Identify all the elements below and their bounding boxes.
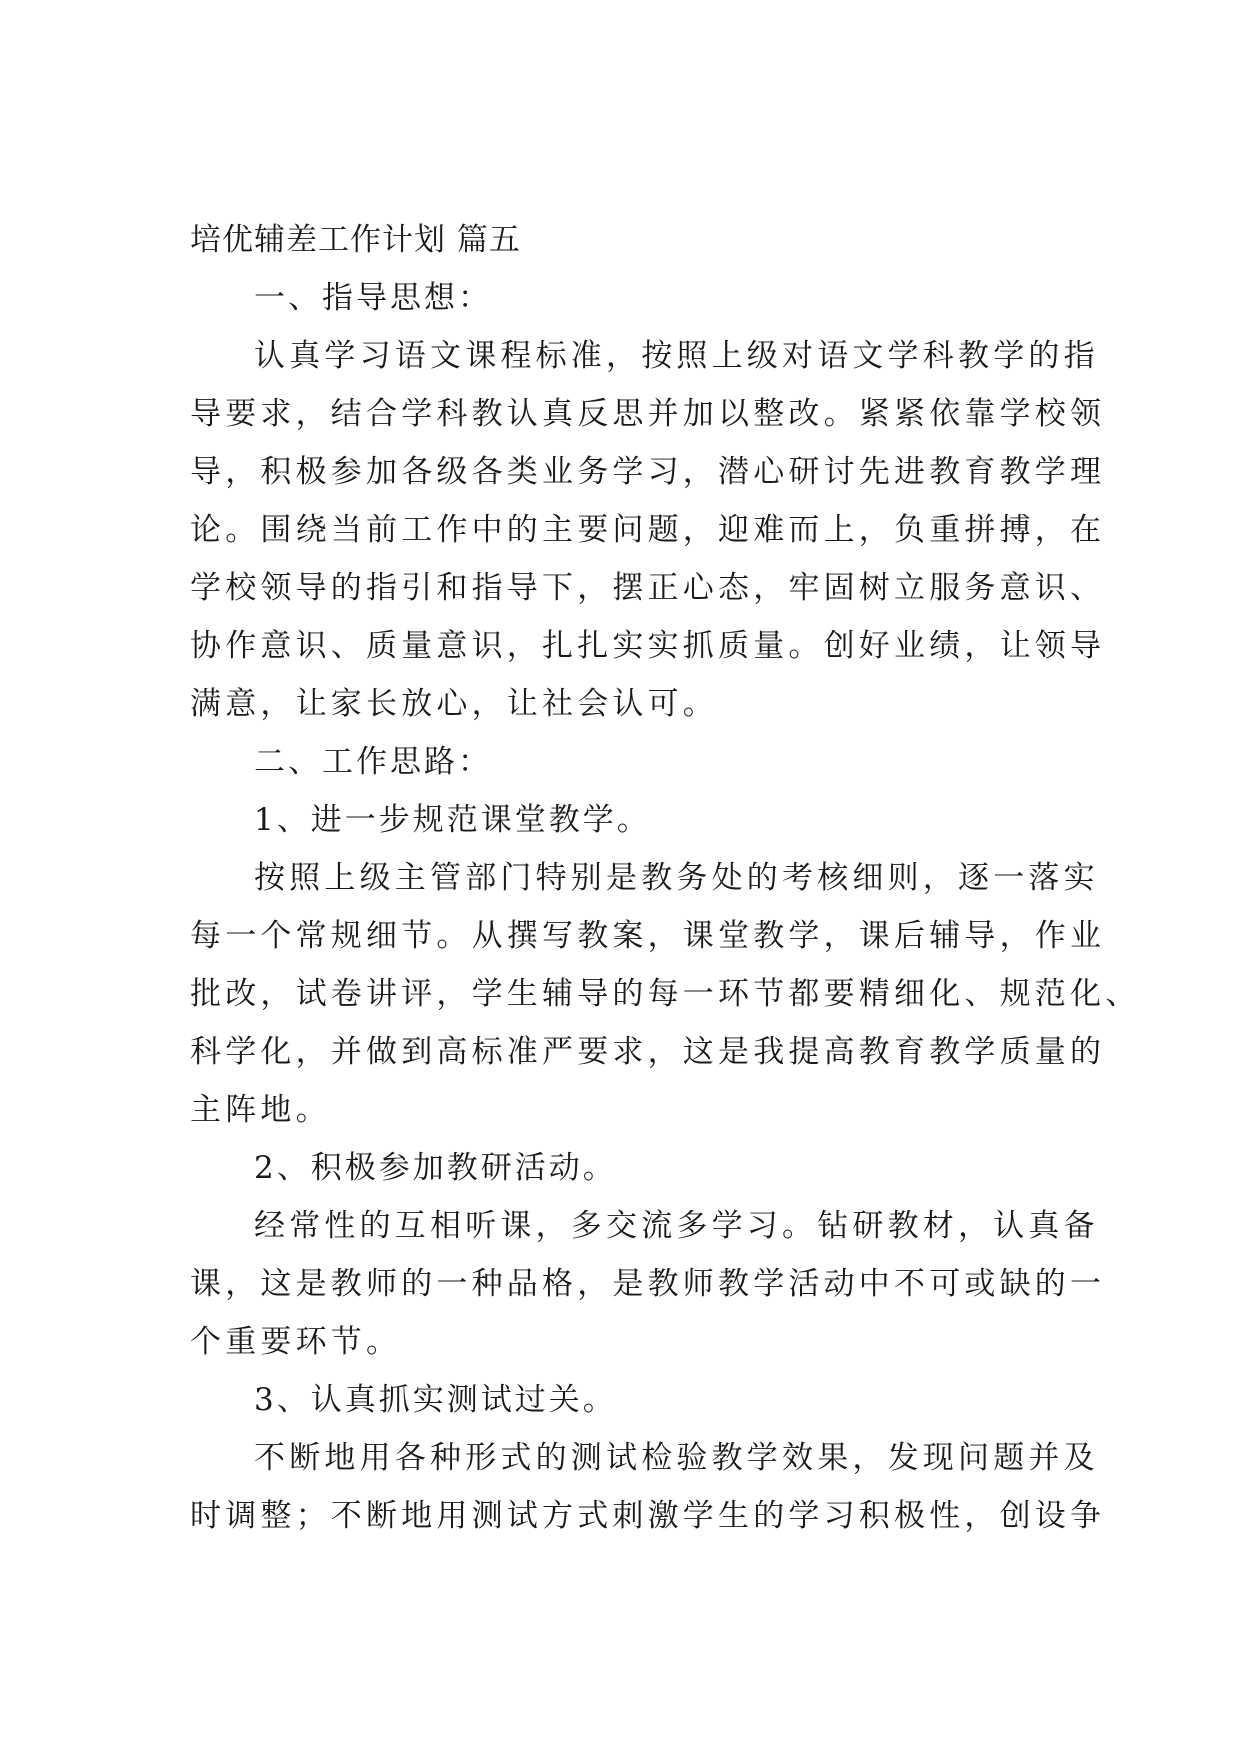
subsection-heading: 1、进一步规范课堂教学。 [254,802,651,838]
paragraph-line: 按照上级主管部门特别是教务处的考核细则，逐一落实 [254,860,1099,896]
subsection-heading: 2、积极参加教研活动。 [254,1150,617,1186]
paragraph-line: 每一个常规细节。从撰写教案，课堂教学，课后辅导，作业 [190,918,1106,954]
document-title: 培优辅差工作计划 篇五 [190,222,521,258]
paragraph-line: 时调整；不断地用测试方式刺激学生的学习积极性，创设争 [190,1498,1106,1534]
paragraph-line: 学校领导的指引和指导下，摆正心态，牢固树立服务意识、 [190,570,1106,606]
paragraph-line: 科学化，并做到高标准严要求，这是我提高教育教学质量的 [190,1034,1106,1070]
subsection-heading: 3、认真抓实测试过关。 [254,1382,617,1418]
paragraph-line: 课，这是教师的一种品格，是教师教学活动中不可或缺的一 [190,1266,1106,1302]
document-body [190,220,1141,1554]
paragraph-line: 协作意识、质量意识，扎扎实实抓质量。创好业绩，让领导 [190,628,1106,664]
paragraph-line: 导要求，结合学科教认真反思并加以整改。紧紧依靠学校领 [190,396,1106,432]
paragraph-line: 论。围绕当前工作中的主要问题，迎难而上，负重拼搏，在 [190,512,1106,548]
paragraph-line: 主阵地。 [190,1092,331,1128]
paragraph-line: 经常性的互相听课，多交流多学习。钻研教材，认真备 [254,1208,1099,1244]
paragraph-line: 不断地用各种形式的测试检验教学效果，发现问题并及 [254,1440,1099,1476]
paragraph-line: 满意，让家长放心，让社会认可。 [190,686,718,722]
paragraph-line: 批改，试卷讲评，学生辅导的每一环节都要精细化、规范化、 [190,976,1141,1012]
paragraph-line: 导，积极参加各级各类业务学习，潜心研讨先进教育教学理 [190,454,1106,490]
paragraph-line: 认真学习语文课程标准，按照上级对语文学科教学的指 [254,338,1099,374]
paragraph-line: 个重要环节。 [190,1324,402,1360]
section-heading: 一、指导思想： [254,280,492,316]
section-heading: 二、工作思路： [254,744,492,780]
